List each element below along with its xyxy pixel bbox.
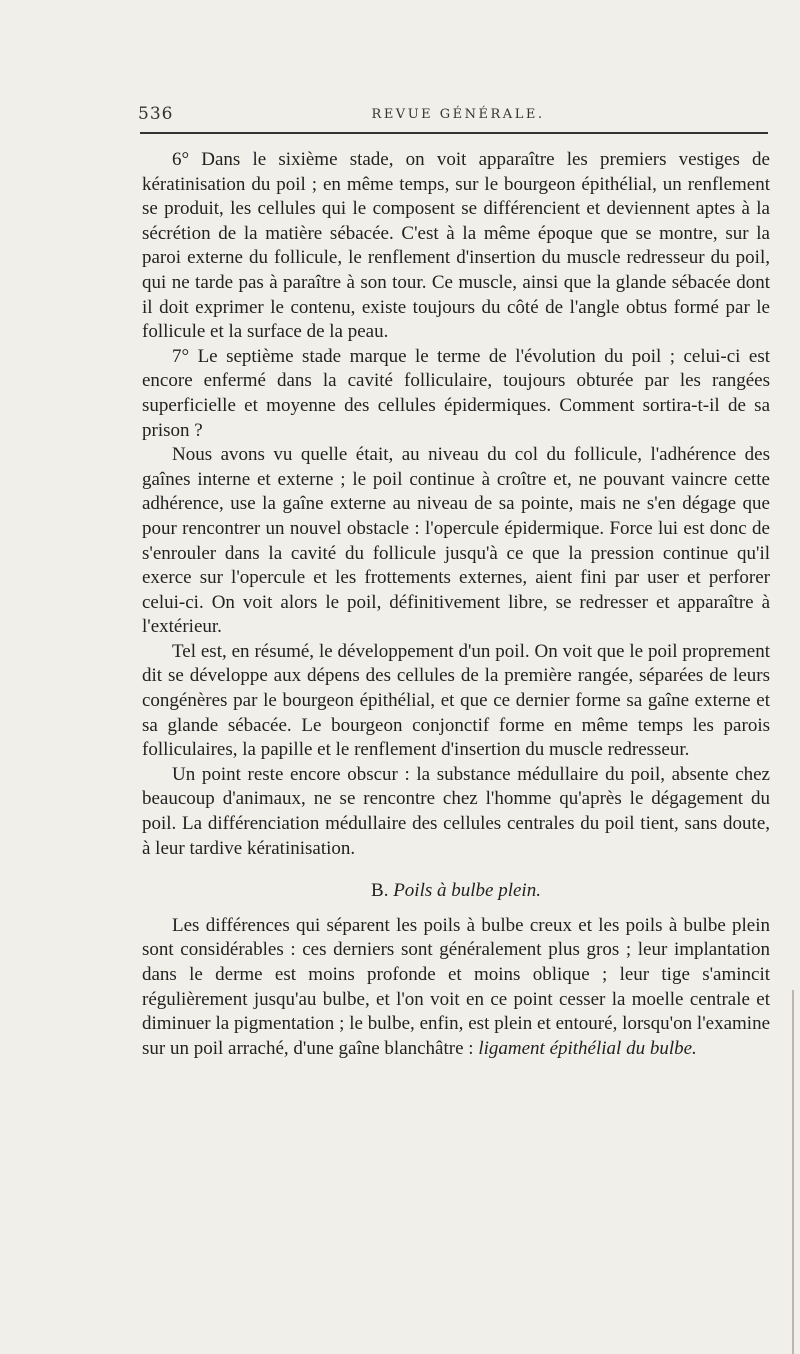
paragraph-full-bulb-text: Les différences qui séparent les poils à bulbe creux et les poils à bulbe plein sont considérables : ces derniers sont généralement plus gros ; leur implantation dans le derme est moins profonde et moins oblique ; leur tige s'amincit régulièrement jusqu'au bulbe, et l'on voit en ce point cesser la moelle centrale et diminuer la pigmentation ; le bulbe, enfin, est plein et entouré, lorsqu'on l'examine sur un poil arraché, d'une gaîne blanchâtre :	[142, 914, 770, 1059]
paragraph-full-bulb	[142, 914, 770, 1062]
italic-term: ligament épithélial du bulbe.	[478, 1037, 697, 1059]
body-text	[142, 148, 770, 1061]
paragraph-seventh-stage: 7° Le septième stade marque le terme de l'évolution du poil ; celui-ci est encore enfermé dans la cavité folliculaire, toujours obturée par les rangées superficielle et moyenne des cellules épidermiques. Comment sortira-t-il de sa prison ?	[142, 345, 770, 441]
page-header	[138, 104, 778, 128]
header-rule	[140, 132, 768, 134]
paragraph-summary: Tel est, en résumé, le développement d'un poil. On voit que le poil proprement dit se développe aux dépens des cellules de la première rangée, séparées de leurs congénères par le bourgeon épithélial, et que ce dernier forme sa gaîne externe et sa glande sébacée. Le bourgeon conjonctif forme en même temps les parois folliculaires, la papille et le renflement d'insertion du muscle redresseur.	[142, 640, 770, 761]
running-title: REVUE GÉNÉRALE.	[371, 107, 545, 122]
paragraph-medulla: Un point reste encore obscur : la substance médullaire du poil, absente chez beaucoup d'animaux, ne se rencontre chez l'homme qu'après le dégagement du poil. La différenciation médullaire des cellules centrales du poil tient, sans doute, à leur tardive kératinisation.	[142, 763, 770, 859]
section-label: B.	[371, 880, 389, 902]
page-edge-shadow	[792, 990, 794, 1354]
paragraph-sixth-stage: 6° Dans le sixième stade, on voit apparaître les premiers vestiges de kératinisation du poil ; en même temps, sur le bourgeon épithélial, un renflement se produit, les cellules qui le composent se différencient et deviennent aptes à la sécrétion de la matière sébacée. C'est à la même époque que se montre, sur la paroi externe du follicule, le renflement d'insertion du muscle redresseur du poil, qui ne tarde pas à paraître à son tour. Ce muscle, ainsi que la glande sébacée dont il doit exprimer le contenu, existe toujours du côté de l'angle obtus formé par le follicule et la surface de la peau.	[142, 149, 770, 343]
page-number: 536	[138, 104, 174, 124]
section-heading	[142, 879, 770, 904]
paragraph-adherence: Nous avons vu quelle était, au niveau du col du follicule, l'adhérence des gaînes interne et externe ; le poil continue à croître et, ne pouvant vaincre cette adhérence, use la gaîne externe au niveau de sa pointe, mais ne s'en dégage que pour rencontrer un nouvel obstacle : l'opercule épidermique. Force lui est donc de s'enrouler dans la cavité du follicule jusqu'à ce que la pression continue qu'il exerce sur l'opercule et les frottements externes, aient fini par user et perforer celui-ci. On voit alors le poil, définitivement libre, se redresser et apparaître à l'extérieur.	[142, 444, 770, 638]
section-title: Poils à bulbe plein.	[393, 880, 541, 902]
